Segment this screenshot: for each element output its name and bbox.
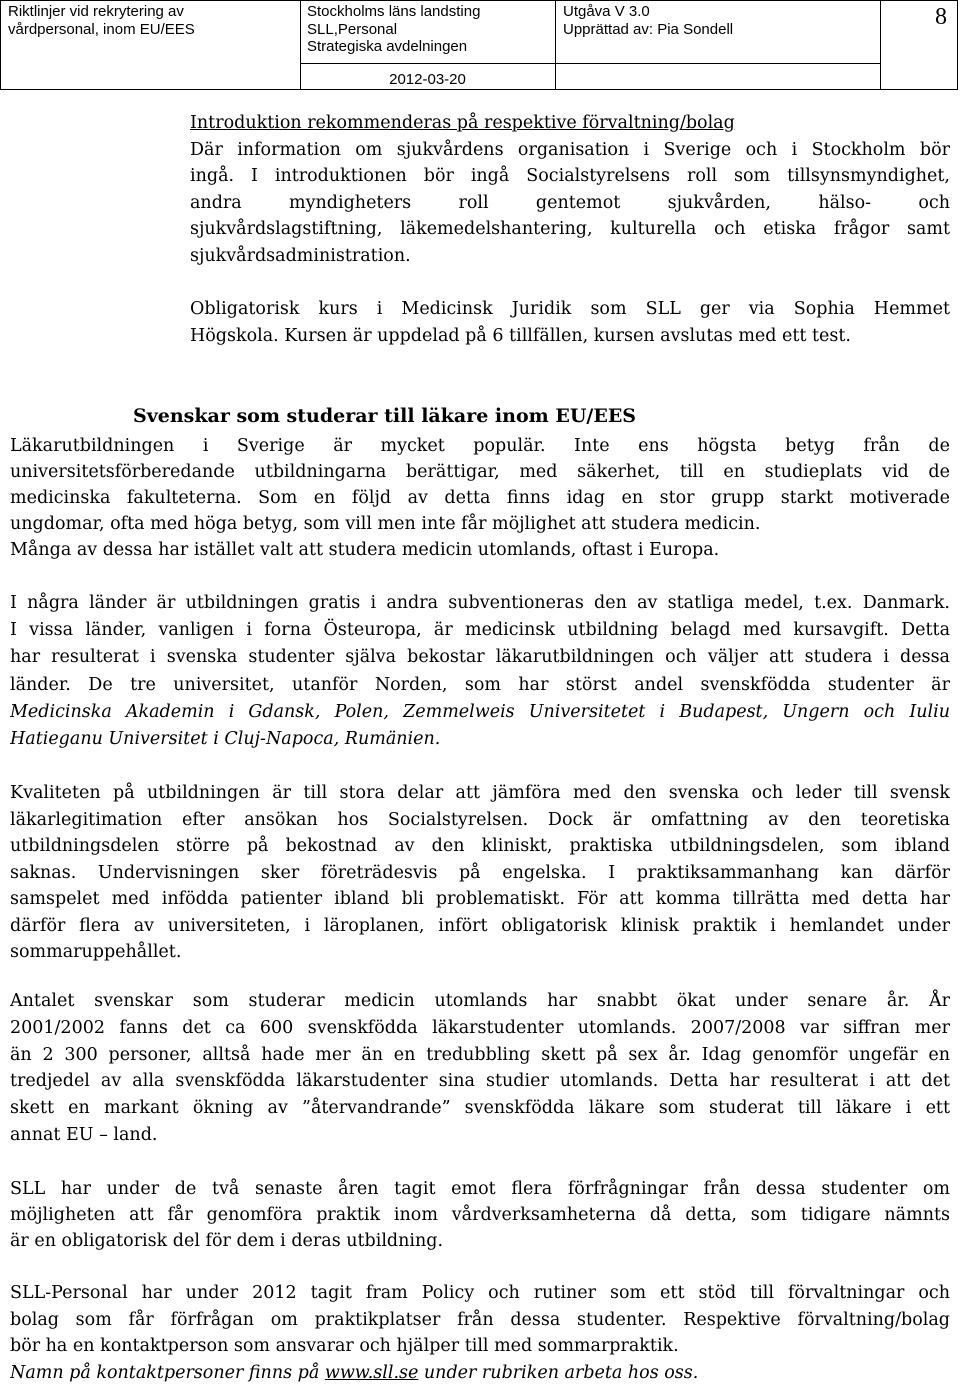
paragraph-line: länder. De tre universitet, utanför Norden, som har störst andel svenskfödda studenter är bbox=[10, 674, 950, 695]
contact-note-text: under rubriken arbeta hos oss. bbox=[418, 1363, 699, 1384]
intro-line: sjukvårdslagstiftning, läkemedelshantering, kulturella och etiska frågor samt bbox=[190, 219, 950, 240]
header-divider bbox=[880, 0, 881, 90]
paragraph-line: Kvaliteten på utbildningen är till stora delar att jämföra med den svenska och leder till svensk bbox=[10, 783, 950, 803]
version-label: Utgåva V 3.0 bbox=[563, 3, 650, 20]
paragraph-line: universitetsförberedande utbildningarna berättigar, med säkerhet, till en studieplats vid de bbox=[10, 462, 950, 482]
paragraph-line: sommaruppehållet. bbox=[10, 942, 182, 962]
intro-line: Där information om sjukvårdens organisation i Sverige och i Stockholm bör bbox=[190, 139, 950, 160]
paragraph-line: Läkarutbildningen i Sverige är mycket populär. Inte ens högsta betyg från de bbox=[10, 436, 950, 456]
paragraph-6 bbox=[10, 1280, 950, 1387]
document-title-line: Riktlinjer vid rekrytering av bbox=[8, 3, 184, 20]
paragraph-line: samspelet med infödda patienter ibland bli problematiskt. För att komma tillrätta med detta har bbox=[10, 889, 950, 909]
intro-line: ingå. I introduktionen bör ingå Socialstyrelsens roll som tillsynsmyndighet, bbox=[190, 166, 950, 187]
paragraph-line: bolag som får förfrågan om praktikplatser från dessa studenter. Respektive förvaltning/bolag bbox=[10, 1309, 950, 1330]
paragraph-line: skett en markant ökning av ”återvandrande” svenskfödda läkare som studerat till läkare i ett bbox=[10, 1098, 950, 1119]
paragraph-line: annat EU – land. bbox=[10, 1124, 158, 1145]
document-title-line: vårdpersonal, inom EU/EES bbox=[8, 20, 195, 38]
paragraph-1 bbox=[10, 433, 950, 563]
intro-line: andra myndigheters roll gentemot sjukvården, hälso- och bbox=[190, 192, 950, 213]
course-note bbox=[190, 296, 950, 349]
organization bbox=[307, 3, 480, 56]
paragraph-line: 2001/2002 fanns det ca 600 svenskfödda läkarstudenter utomlands. 2007/2008 var siffran mer bbox=[10, 1017, 950, 1038]
intro-line: sjukvårdsadministration. bbox=[190, 245, 411, 266]
header-row-divider bbox=[300, 63, 880, 64]
paragraph-line: SLL har under de två senaste åren tagit emot flera förfrågningar från dessa studenter om bbox=[10, 1179, 950, 1199]
paragraph-line: I vissa länder, vanligen i forna Östeuropa, är medicinsk utbildning belagd med kursavgift. Detta bbox=[10, 620, 950, 641]
author-label: Upprättad av: Pia Sondell bbox=[563, 20, 734, 38]
paragraph-line: medicinska fakulteterna. Som en följd av detta finns idag en stor grupp starkt motiverade bbox=[10, 488, 950, 508]
paragraph-5 bbox=[10, 1176, 950, 1254]
contact-note bbox=[10, 1360, 950, 1387]
paragraph-line: SLL-Personal har under 2012 tagit fram Policy och rutiner som ett stöd till förvaltningar och bbox=[10, 1283, 950, 1303]
paragraph-line: Många av dessa har istället valt att studera medicin utomlands, oftast i Europa. bbox=[10, 540, 720, 560]
paragraph-line: tredjedel av alla svenskfödda läkarstudenter sina studier utomlands. Detta har resulterat i att det bbox=[10, 1071, 950, 1092]
paragraph-line: Antalet svenskar som studerar medicin utomlands har snabbt ökat under senare år. År bbox=[10, 991, 950, 1011]
sll-website-link[interactable]: www.sll.se bbox=[324, 1363, 419, 1384]
document-date: 2012-03-20 bbox=[389, 71, 466, 88]
paragraph-line: därför flera av universiteten, i läroplanen, infört obligatorisk klinisk praktik i hemlandet under bbox=[10, 915, 950, 936]
header-divider bbox=[555, 0, 556, 90]
paragraph-line: Hatieganu Universitet i Cluj-Napoca, Rumänien. bbox=[10, 728, 441, 749]
paragraph-line: har resulterat i svenska studenter själva bekostar läkarutbildningen och väljer att studera i dessa bbox=[10, 647, 950, 668]
paragraph-2 bbox=[10, 590, 950, 753]
paragraph-line: möjligheten att får genomföra praktik inom vårdverksamheterna då detta, som tidigare nämnts bbox=[10, 1205, 950, 1225]
paragraph-line: Medicinska Akademin i Gdansk, Polen, Zemmelweis Universitetet i Budapest, Ungern och Iuliu bbox=[10, 701, 950, 722]
organization-line: SLL,Personal bbox=[307, 20, 398, 38]
paragraph-line: läkarlegitimation efter ansökan hos Socialstyrelsen. Dock är omfattning av den teoretiska bbox=[10, 809, 950, 830]
page-number: 8 bbox=[935, 4, 947, 30]
course-line: Obligatorisk kurs i Medicinsk Juridik som SLL ger via Sophia Hemmet bbox=[190, 299, 950, 319]
course-line: Högskola. Kursen är uppdelad på 6 tillfällen, kursen avslutas med ett test. bbox=[190, 325, 851, 346]
paragraph-line: bör ha en kontaktperson som ansvarar och hjälper till med sommarpraktik. bbox=[10, 1336, 679, 1357]
paragraph-4 bbox=[10, 988, 950, 1149]
paragraph-line: är en obligatorisk del för dem i deras utbildning. bbox=[10, 1231, 444, 1251]
contact-note-text: Namn på kontaktpersoner finns på bbox=[10, 1363, 325, 1384]
paragraph-line: utbildningsdelen större på bekostnad av den kliniskt, praktiska utbildningsdelen, som ibland bbox=[10, 836, 950, 856]
paragraph-line: I några länder är utbildningen gratis i andra subventioneras den av statliga medel, t.ex. Danmark. bbox=[10, 593, 950, 613]
version-info bbox=[563, 3, 733, 38]
organization-line: Strategiska avdelningen bbox=[307, 38, 468, 55]
section-heading: Svenskar som studerar till läkare inom EU/EES bbox=[133, 405, 637, 427]
paragraph-line: än 2 300 personer, alltså hade mer än en tredubbling skett på sex år. Idag genomför ungefär en bbox=[10, 1044, 950, 1065]
document-title bbox=[8, 3, 195, 38]
paragraph-line: ungdomar, ofta med höga betyg, som vill men inte får möjlighet att studera medicin. bbox=[10, 514, 761, 534]
intro-heading: Introduktion rekommenderas på respektive förvaltning/bolag bbox=[190, 113, 735, 133]
intro-section bbox=[190, 110, 950, 270]
organization-line: Stockholms läns landsting bbox=[307, 3, 481, 20]
paragraph-3 bbox=[10, 780, 950, 966]
paragraph-line: saknas. Undervisningen sker företrädesvis på engelska. I praktiksammanhang kan därför bbox=[10, 862, 950, 883]
